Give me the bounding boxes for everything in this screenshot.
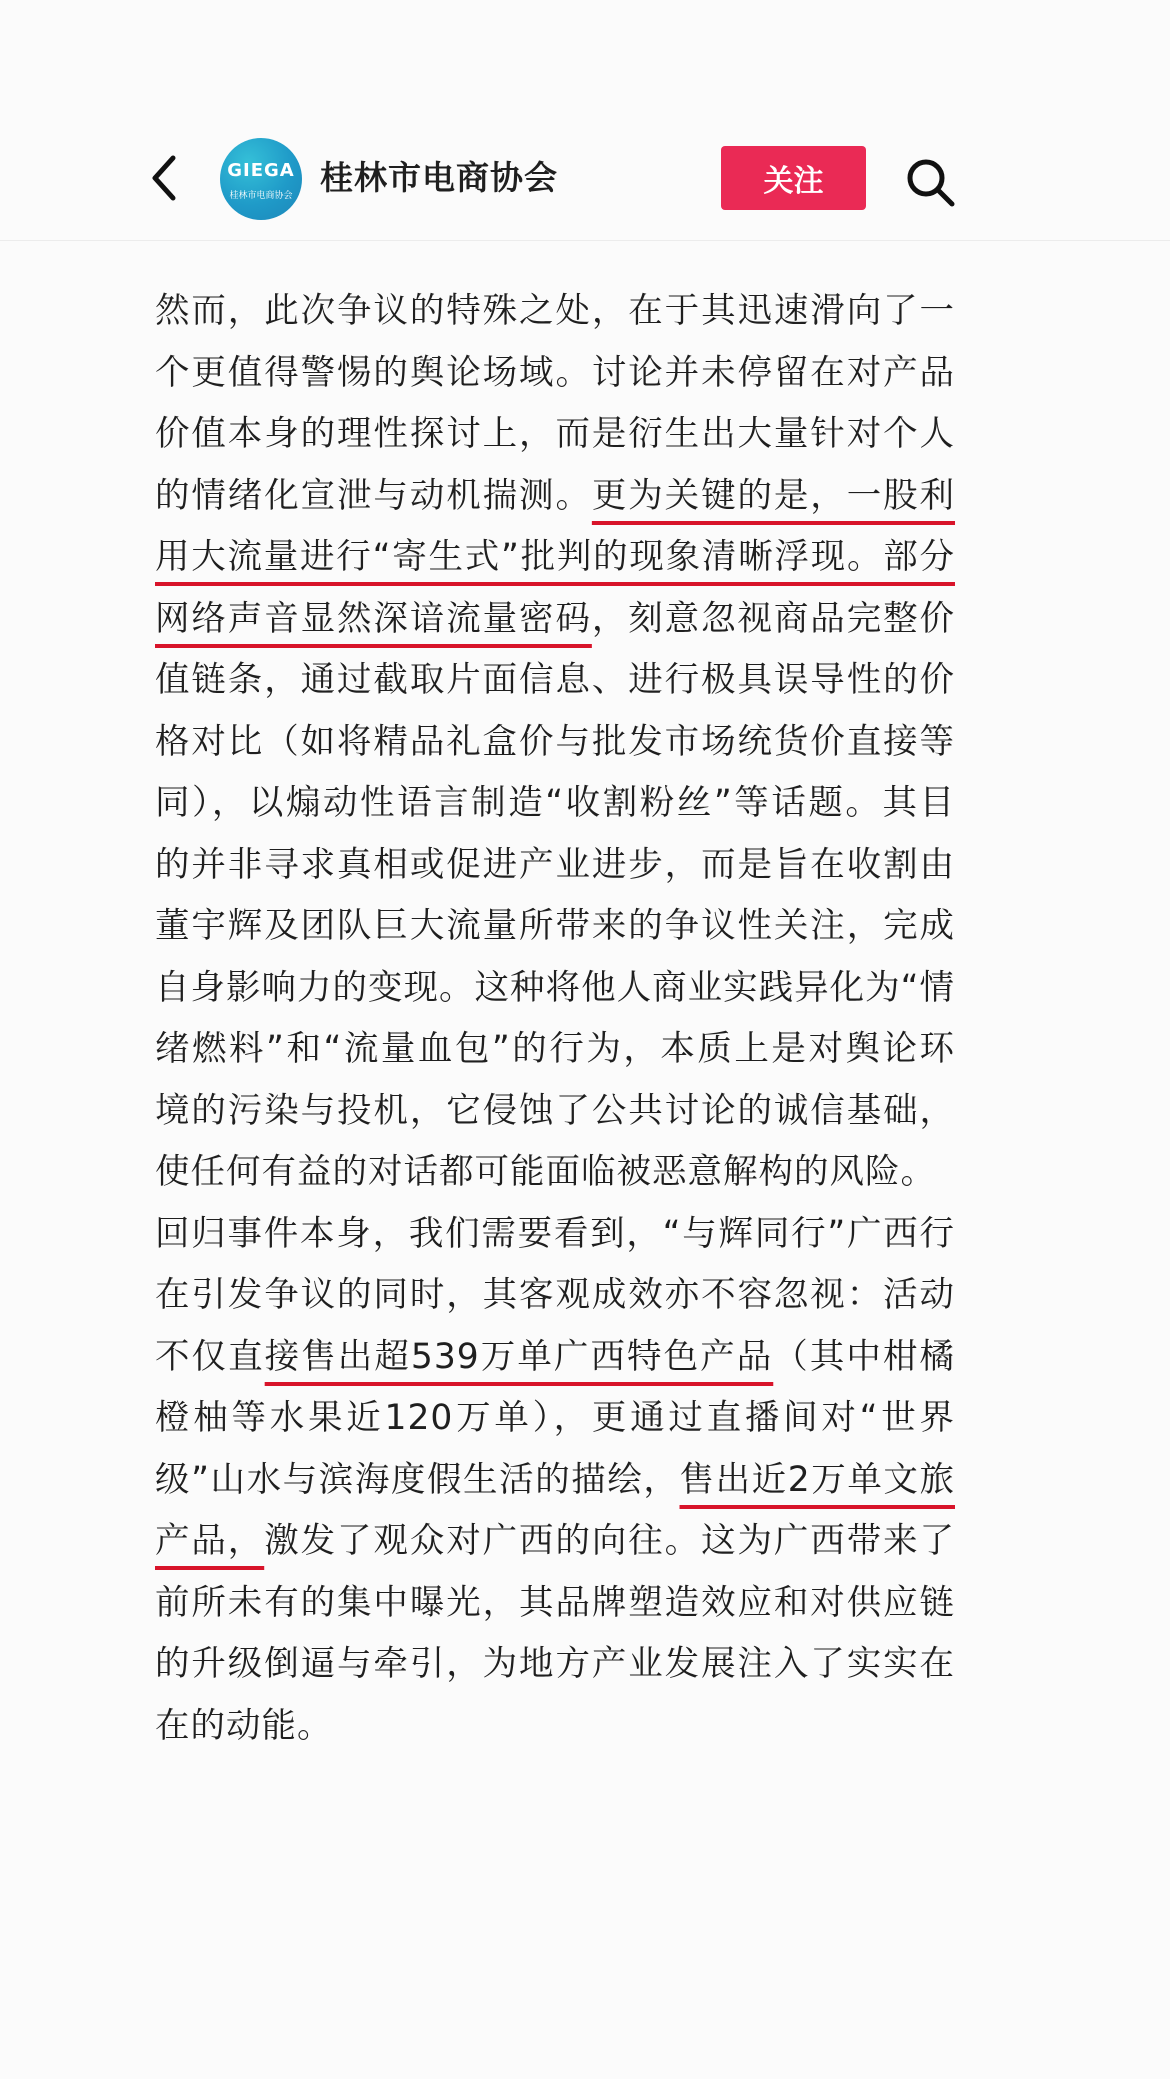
account-name[interactable]: 桂林市电商协会 (320, 158, 558, 197)
article-paragraph (155, 1204, 955, 1758)
paragraph-text: 激发了观众对广西的向往。这为广西带来了前所未有的集中曝光，其品牌塑造效应和对供应链的升级倒逼与牵引，为地方产业发展注入了实实在在的动能。 (155, 1521, 956, 1746)
highlighted-text: 售出近2万单文旅产品， (155, 1459, 955, 1561)
chevron-left-icon (149, 154, 179, 202)
highlighted-text: 更为关键的是，一股利用大流量进行“寄生式”批判的现象清晰浮现。部分网络声音显然深谙流量密码 (155, 475, 956, 639)
paragraph-text: 然而，此次争议的特殊之处，在于其迅速滑向了一个更值得警惕的舆论场域。讨论并未停留在对产品价值本身的理性探讨上，而是衍生出大量针对个人的情绪化宣泄与动机揣测。 (155, 291, 955, 516)
paragraph-text: （其中柑橘橙柚等水果近120万单），更通过直播间对“世界级”山水与滨海度假生活的描绘， (155, 1336, 955, 1500)
paragraph-text: ，刻意忽视商品完整价值链条，通过截取片面信息、进行极具误导性的价格对比（如将精品礼盒价与批发市场统货价直接等同），以煽动性语言制造“收割粉丝”等话题。其目的并非寻求真相或促进产业进步，而是旨在收割由董宇辉及团队巨大流量所带来的争议性关注，完成自身影响力的变现。这种将他人商业实践异化为“情绪燃料”和“流量血包”的行为，本质上是对舆论环境的污染与投机，它侵蚀了公共讨论的诚信基础，使任何有益的对话都可能面临被恶意解构的风险。 (155, 598, 956, 1192)
highlighted-text: 接售出超539万单广西特色产品 (264, 1336, 774, 1377)
article-paragraph (155, 281, 955, 1204)
top-bar (0, 0, 1170, 241)
avatar-logo-text: GIEGA (227, 160, 295, 181)
search-icon (904, 156, 956, 208)
account-avatar[interactable] (220, 138, 302, 220)
search-button[interactable] (904, 156, 956, 208)
follow-button[interactable]: 关注 (721, 146, 866, 210)
paragraph-text: 回归事件本身，我们需要看到，“与辉同行”广西行在引发争议的同时，其客观成效亦不容忽视：活动不仅直 (155, 1213, 955, 1377)
back-button[interactable] (140, 148, 188, 208)
article-body (155, 281, 955, 1757)
avatar-logo-subtitle: 桂林市电商协会 (229, 191, 293, 201)
